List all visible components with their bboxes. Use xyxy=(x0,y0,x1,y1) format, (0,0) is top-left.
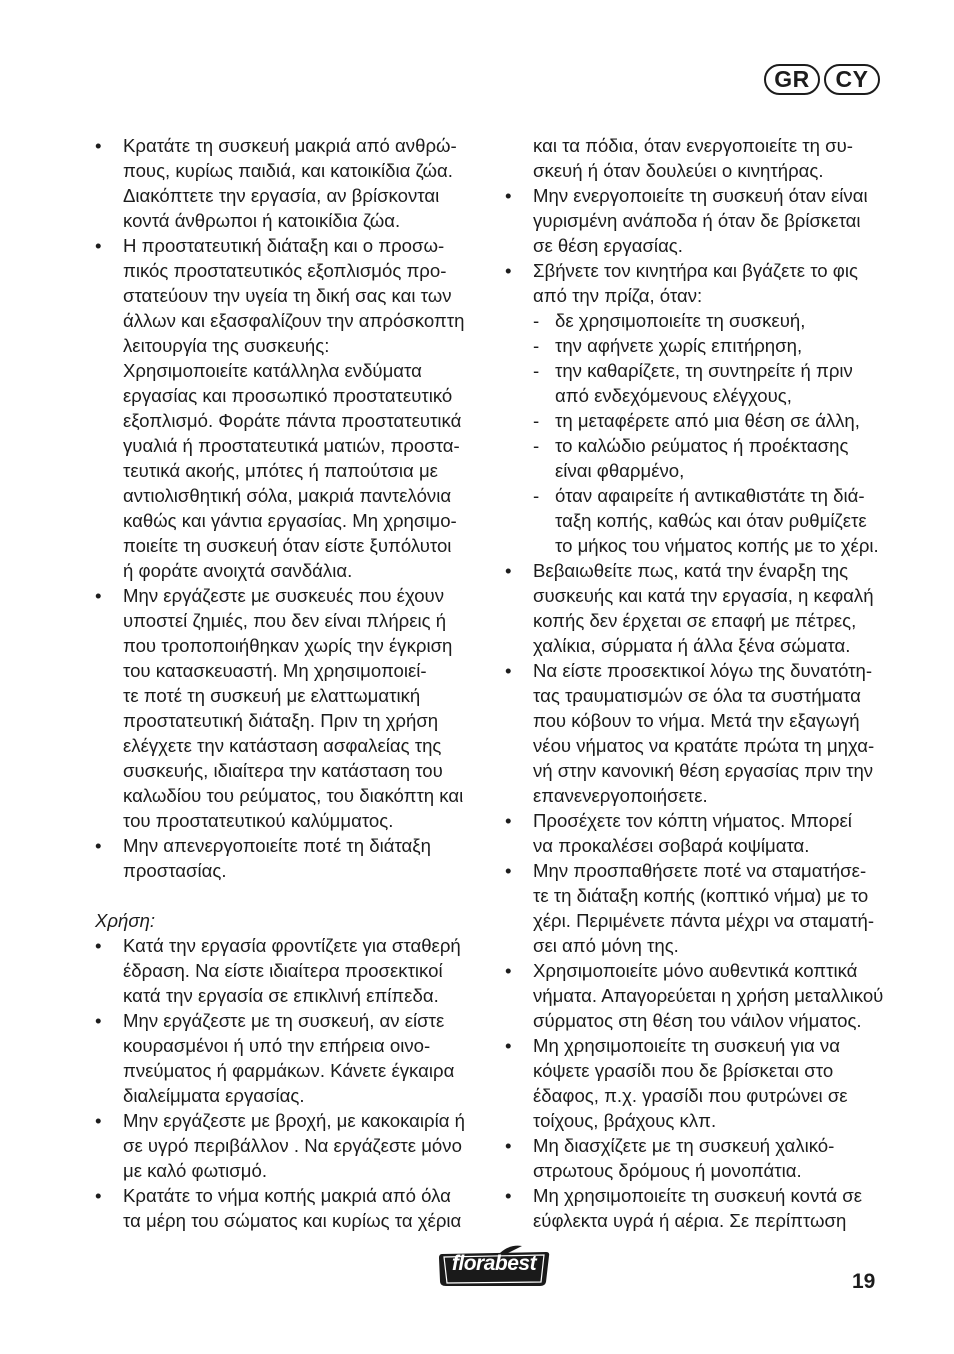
dash: - xyxy=(533,360,540,381)
language-badge-cy: CY xyxy=(824,64,880,95)
bullet: • xyxy=(95,1110,102,1131)
bullet: • xyxy=(505,1135,512,1156)
bullet: • xyxy=(95,585,102,606)
list-item: • Μη χρησιμοποιείτε τη συσκευή για να κόψετε γρασίδι που δε βρίσκεται στο έδαφος, π.χ. γρασίδι που φυτρώνει σε τοίχους, βράχους κλπ. xyxy=(505,1035,848,1131)
list-item: • Κατά την εργασία φροντίζετε για σταθερή έδραση. Να είστε ιδιαίτερα προσεκτικοί κατά την εργασία σε επικλινή επίπεδα. xyxy=(95,935,461,1006)
sub-list-item: - δε χρησιμοποιείτε τη συσκευή, xyxy=(533,310,806,331)
bullet: • xyxy=(505,560,512,581)
bullet: • xyxy=(95,135,102,156)
list-item: • Μην προσπαθήσετε ποτέ να σταματήσε- τε τη διάταξη κοπής (κοπτικό νήμα) με το χέρι. Περιμένετε πάντα μέχρι να σταματή- σει από μόνη της. xyxy=(505,860,875,956)
bullet: • xyxy=(505,185,512,206)
bullet: • xyxy=(505,960,512,981)
list-item: • Βεβαιωθείτε πως, κατά την έναρξη της συσκευής και κατά την εργασία, η κεφαλή κοπής δεν έρχεται σε επαφή με πέτρες, χαλίκια, σύρματα ή άλλα ξένα σώματα. xyxy=(505,560,874,656)
list-item: • Μη διασχίζετε με τη συσκευή χαλικό- στρωτους δρόμους ή μονοπάτια. xyxy=(505,1135,835,1181)
list-item: • Μην ενεργοποιείτε τη συσκευή όταν είναι γυρισμένη ανάποδα ή όταν δε βρίσκεται σε θέση εργασίας. xyxy=(505,185,868,256)
bullet: • xyxy=(95,1185,102,1206)
dash: - xyxy=(533,310,540,331)
section-heading-usage: Χρήση: xyxy=(95,910,156,931)
list-item: • Μη χρησιμοποιείτε τη συσκευή κοντά σε εύφλεκτα υγρά ή αέρια. Σε περίπτωση xyxy=(505,1185,863,1231)
bullet: • xyxy=(95,935,102,956)
list-item: • Μην απενεργοποιείτε ποτέ τη διάταξη προστασίας. xyxy=(95,835,431,881)
bullet: • xyxy=(505,260,512,281)
list-item: • Προσέχετε τον κόπτη νήματος. Μπορεί να προκαλέσει σοβαρά κοψίματα. xyxy=(505,810,852,856)
continued-text: και τα πόδια, όταν ενεργοποιείτε τη συ- σκευή ή όταν δουλεύει ο κινητήρας. xyxy=(533,135,853,181)
bullet: • xyxy=(505,660,512,681)
language-badges xyxy=(764,64,880,95)
list-item: • Κρατάτε το νήμα κοπής μακριά από όλα τα μέρη του σώματος και κυρίως τα χέρια xyxy=(95,1185,462,1231)
bullet: • xyxy=(95,235,102,256)
sub-list-item: - όταν αφαιρείτε ή αντικαθιστάτε τη διά- ταξη κοπής, καθώς και όταν ρυθμίζετε το μήκος του νήματος κοπής με το χέρι. xyxy=(533,485,879,556)
bullet: • xyxy=(95,835,102,856)
left-column xyxy=(95,133,487,1233)
dash: - xyxy=(533,410,540,431)
list-item: • Χρησιμοποιείτε μόνο αυθεντικά κοπτικά νήματα. Απαγορεύεται η χρήση μεταλλικού σύρματος στη θέση του νάιλον νήματος. xyxy=(505,960,884,1031)
list-item: • Η προστατευτική διάταξη και ο προσω- πικός προστατευτικός εξοπλισμός προ- στατεύουν την υγεία τη δική σας και των άλλων και εξασφαλίζουν την απρόσκοπτη λειτουργία της συσκευής: Χρησιμοποιείτε κατάλληλα ενδύματα εργασίας και προσωπικό προστατευτικό εξοπλισμό. Φοράτε πάντα προστατευτικά γυαλιά ή προστατευτικά ματιών, προστα- τευτικά ακοής, μπότες ή παπούτσια με αντιολισθητική σόλα, μακριά παντελόνια καθώς και γάντια εργασίας. Μη χρησιμο- ποιείτε τη συσκευή όταν είστε ξυπόλυτοι ή φοράτε ανοιχτά σανδάλια. xyxy=(95,235,465,581)
bullet: • xyxy=(505,1035,512,1056)
bullet: • xyxy=(95,1010,102,1031)
dash: - xyxy=(533,435,540,456)
sub-list-item: - την αφήνετε χωρίς επιτήρηση, xyxy=(533,335,803,356)
list-item: • Σβήνετε τον κινητήρα και βγάζετε το φις από την πρίζα, όταν: xyxy=(505,260,858,306)
bullet: • xyxy=(505,1185,512,1206)
list-item: • Να είστε προσεκτικοί λόγω της δυνατότη- τας τραυματισμών σε όλα τα συστήματα που κόβουν το νήμα. Μετά την εξαγωγή νέου νήματος να κρατάτε πρώτα τη μηχα- νή στην κανονική θέση εργασίας πριν την επανενεργοποιήσετε. xyxy=(505,660,875,806)
list-item: • Κρατάτε τη συσκευή μακριά από ανθρώ- πους, κυρίως παιδιά, και κατοικίδια ζώα. Διακόπτετε την εργασία, αν βρίσκονται κοντά άνθρωποι ή κατοικίδια ζώα. xyxy=(95,135,457,231)
logo-text: florabest xyxy=(451,1252,537,1275)
list-item: • Μην εργάζεστε με βροχή, με κακοκαιρία ή σε υγρό περιβάλλον . Να εργάζεστε μόνο με καλό φωτισμό. xyxy=(95,1110,465,1181)
sub-list-item: - το καλώδιο ρεύματος ή προέκτασης είναι φθαρμένο, xyxy=(533,435,849,481)
dash: - xyxy=(533,335,540,356)
bullet: • xyxy=(505,810,512,831)
list-item: • Μην εργάζεστε με τη συσκευή, αν είστε κουρασμένοι ή υπό την επήρεια οινο- πνεύματος ή φαρμάκων. Κάνετε έγκαιρα διαλείμματα εργασίας. xyxy=(95,1010,455,1106)
bullet: • xyxy=(505,860,512,881)
list-item: • Μην εργάζεστε με συσκευές που έχουν υποστεί ζημιές, που δεν είναι πλήρεις ή που τροποποιήθηκαν χωρίς την έγκριση του κατασκευαστή. Μη χρησιμοποιεί- τε ποτέ τη συσκευή με ελαττωματική προστατευτική διάταξη. Πριν τη χρήση ελέγχετε την κατάσταση ασφαλείας της συσκευής, ιδιαίτερα την κατάσταση του καλωδίου του ρεύματος, του διακόπτη και του προστατευτικού καλύμματος. xyxy=(95,585,464,831)
right-column xyxy=(505,133,900,1233)
florabest-logo xyxy=(436,1244,552,1290)
sub-list-item: - τη μεταφέρετε από μια θέση σε άλλη, xyxy=(533,410,860,431)
language-badge-gr: GR xyxy=(764,64,820,95)
dash: - xyxy=(533,485,540,506)
sub-list-item: - την καθαρίζετε, τη συντηρείτε ή πριν από ενδεχόμενους ελέγχους, xyxy=(533,360,853,406)
page-number: 19 xyxy=(852,1270,876,1293)
